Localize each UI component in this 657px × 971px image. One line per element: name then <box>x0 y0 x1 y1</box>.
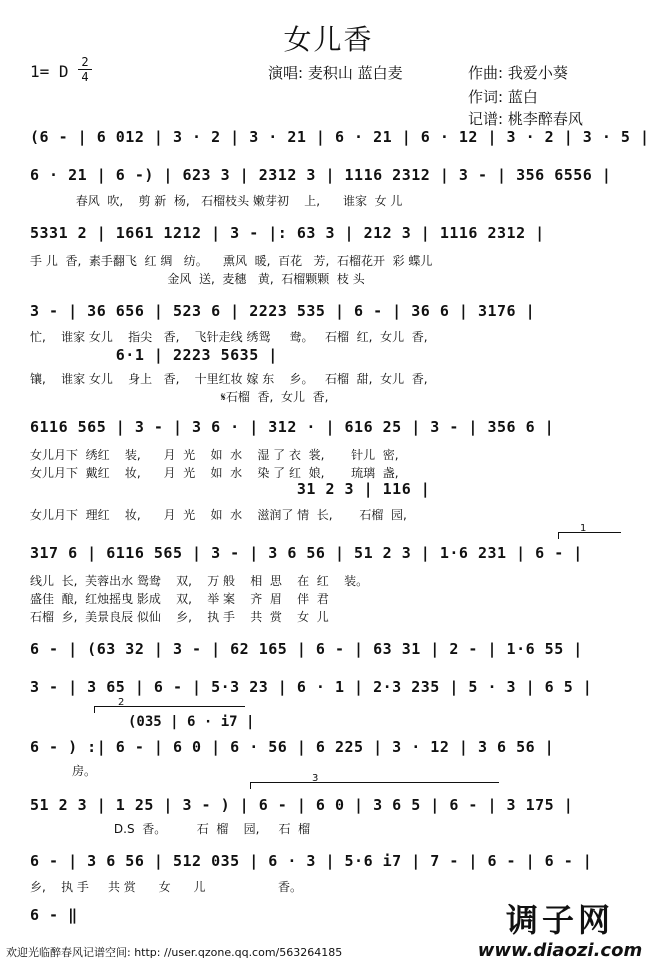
volta-number-2: 2 <box>118 697 125 708</box>
key-signature: 1= D <box>30 62 69 81</box>
music-line: 6116 565 | 3 - | 3 6 · | 312 · | 616 25 | 3 - | 356 6 | <box>30 418 555 436</box>
time-signature <box>78 56 92 83</box>
music-line: 3 - | 3 65 | 6 - | 5·3 23 | 6 · 1 | 2·3 235 | 5 · 3 | 6 5 | <box>30 678 593 696</box>
lyricist-credit: 作词: 蓝白 <box>468 88 538 106</box>
logo-text: 调子网 <box>505 901 614 939</box>
music-line: 5331 2 | 1661 1212 | 3 - |: 63 3 | 212 3 | 1116 2312 | <box>30 224 545 242</box>
site-logo <box>470 900 650 966</box>
lyric-line: 盛佳 酿, 红烛摇曳 影成 双, 举 案 齐 眉 伴 君 <box>30 592 329 606</box>
lyric-line: 金风 送, 麦穗 黄, 石榴颗颗 枝 头 <box>30 272 365 286</box>
transcriber-credit: 记谱: 桃李醉春风 <box>468 110 583 128</box>
music-line: 6 - | (63 32 | 3 - | 62 165 | 6 - | 63 31 | 2 - | 1·6 55 | <box>30 640 583 658</box>
lyric-line: 石榴 乡, 美景良辰 似仙 乡, 执 手 共 赏 女 儿 <box>30 610 329 624</box>
volta-number-3: 3 <box>312 773 319 784</box>
logo-url: www.diaozi.com <box>477 940 643 961</box>
lyric-line: 乡, 执 手 共 赏 女 儿 香。 <box>30 880 303 894</box>
footer-note: 欢迎光临醉春风记谱空间: http: //user.qzone.qq.com/563264185 <box>6 946 343 959</box>
lyric-line: 线儿 长, 芙蓉出水 鸳鸯 双, 万 般 相 思 在 红 装。 <box>30 574 369 588</box>
alt-ending-notes: (035 | 6 · i7 | <box>128 714 255 730</box>
lyric-line: 𝄋石榴 香, 女儿 香, <box>30 390 329 404</box>
lyric-line: 女儿月下 理红 妆, 月 光 如 水 滋润了 情 长, 石榴 园, <box>30 508 407 522</box>
music-line: 6 - ‖ <box>30 906 78 924</box>
lyric-line: 镶, 谁家 女儿 身上 香, 十里红妆 嫁 东 乡。 石榴 甜, 女儿 香, <box>30 372 428 386</box>
music-line: 6 - ) :| 6 - | 6 0 | 6 · 56 | 6 225 | 3 · 12 | 3 6 56 | <box>30 738 555 756</box>
lyric-line: 房。 <box>30 764 96 778</box>
music-line: 3 - | 36 656 | 523 6 | 2223 535 | 6 - | 36 6 | 3176 | <box>30 302 536 320</box>
music-line: 317 6 | 6116 565 | 3 - | 3 6 56 | 51 2 3 | 1·6 231 | 6 - | <box>30 544 583 562</box>
volta-number-1: 1 <box>580 523 587 534</box>
volta-bracket-1 <box>558 532 621 539</box>
singer-credit: 演唱: 麦积山 蓝白麦 <box>268 64 403 82</box>
lyric-line: 忙, 谁家 女儿 指尖 香, 飞针走线 绣鸳 鸯。 石榴 红, 女儿 香, <box>30 330 428 344</box>
lyric-line: 手 儿 香, 素手翻飞 红 绸 纺。 熏风 暖, 百花 芳, 石榴花开 彩 蝶儿 <box>30 254 433 268</box>
music-line: (6 - | 6 012 | 3 · 2 | 3 · 21 | 6 · 21 | 6 · 12 | 3 · 2 | 3 · 5 | <box>30 128 650 146</box>
time-top: 2 <box>81 55 89 69</box>
music-line: 6 - | 3 6 56 | 512 035 | 6 · 3 | 5·6 i7 | 7 - | 6 - | 6 - | <box>30 852 593 870</box>
music-line: 6·1 | 2223 5635 | <box>30 346 278 364</box>
music-line: 51 2 3 | 1 25 | 3 - ) | 6 - | 6 0 | 3 6 5 | 6 - | 3 175 | <box>30 796 574 814</box>
music-line: 31 2 3 | 116 | <box>30 480 431 498</box>
time-bottom: 4 <box>81 70 89 84</box>
composer-credit: 作曲: 我爱小葵 <box>468 64 568 82</box>
music-line: 6 · 21 | 6 -) | 623 3 | 2312 3 | 1116 2312 | 3 - | 356 6556 | <box>30 166 612 184</box>
lyric-line: 春风 吹, 剪 新 杨, 石榴枝头 嫩芽初 上, 谁家 女 儿 <box>30 194 403 208</box>
lyric-line: 女儿月下 绣红 装, 月 光 如 水 湿 了 衣 裳, 针儿 密, <box>30 448 399 462</box>
volta-bracket-3 <box>250 782 499 789</box>
volta-bracket-2 <box>94 706 245 713</box>
song-title: 女儿香 <box>283 23 374 56</box>
lyric-line: D.S 香。 石 榴 园, 石 榴 <box>30 822 311 836</box>
lyric-line: 女儿月下 戴红 妆, 月 光 如 水 染 了 红 娘, 琉璃 盏, <box>30 466 399 480</box>
